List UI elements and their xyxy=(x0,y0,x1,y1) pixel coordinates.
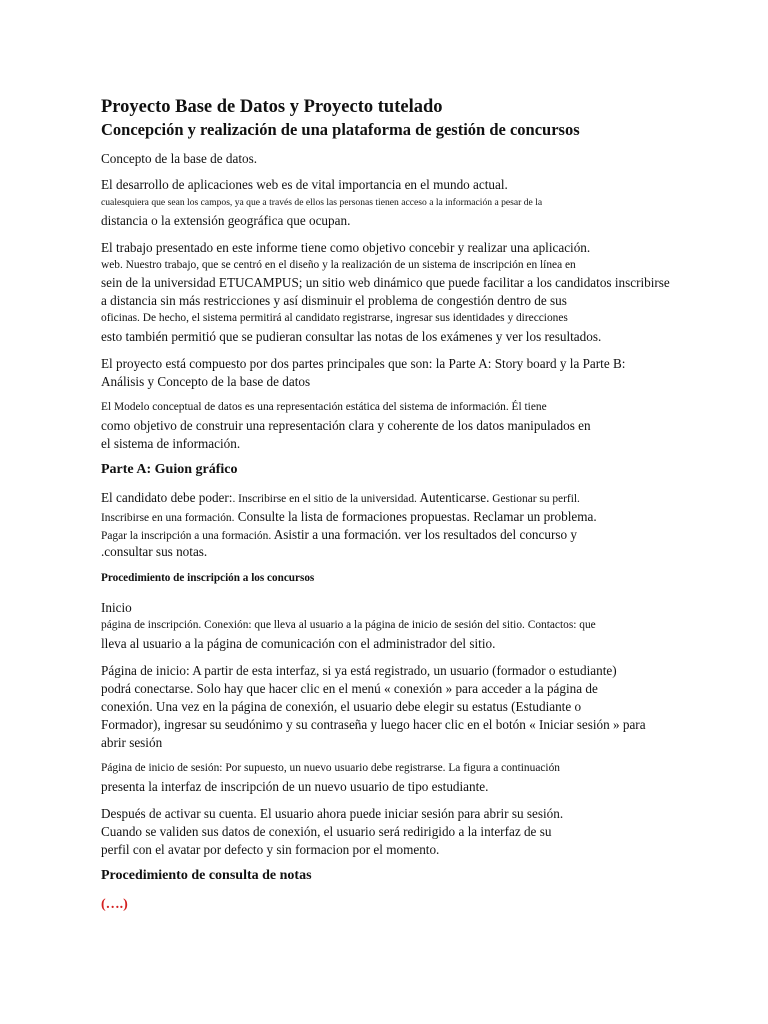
grades-heading: Procedimiento de consulta de notas xyxy=(101,868,312,883)
procedure-p2-line-5: abrir sesión xyxy=(101,735,163,750)
model-line-2: como objetivo de construir una representación clara y coherente de los datos manipulados en xyxy=(101,418,591,433)
intro-line-3: distancia o la extensión geográfica que ocupan. xyxy=(101,213,351,228)
intro-line-2: cualesquiera que sean los campos, ya que a través de ellos las personas tienen acceso a la información a pesar de la xyxy=(101,197,543,208)
part-a-line-3a: Pagar la inscripción a una formación. xyxy=(101,530,272,542)
part-a-line-1b: . Inscribirse en el sitio de la universidad. xyxy=(232,493,417,505)
part-a-line-1 xyxy=(101,489,580,507)
part-a-heading: Parte A: Guion gráfico xyxy=(101,462,238,477)
part-a-line-3b: Asistir a una formación. ver los resultados del concurso y xyxy=(271,527,577,542)
procedure-p3-line-1: Página de inicio de sesión: Por supuesto, un nuevo usuario debe registrarse. La figura a continuación xyxy=(101,762,560,774)
procedure-p1-line-2: lleva al usuario a la página de comunicación con el administrador del sitio. xyxy=(101,636,496,651)
procedure-p2-line-1: Página de inicio: A partir de esta interfaz, si ya está registrado, un usuario (formador o estudiante) xyxy=(101,663,617,678)
procedure-p1-line-1: página de inscripción. Conexión: que lleva al usuario a la página de inicio de sesión del sitio. Contactos: que xyxy=(101,619,596,631)
part-a-line-3 xyxy=(101,526,577,544)
procedure-heading: Procedimiento de inscripción a los concursos xyxy=(101,572,315,584)
doc-title: Proyecto Base de Datos y Proyecto tutelado xyxy=(101,97,443,117)
objective-line-5: oficinas. De hecho, el sistema permitirá al candidato registrarse, ingresar sus identidades y direcciones xyxy=(101,312,568,324)
objective-line-1: El trabajo presentado en este informe tiene como objetivo concebir y realizar una aplicación. xyxy=(101,240,591,255)
procedure-p2-line-2: podrá conectarse. Solo hay que hacer clic en el menú « conexión » para acceder a la página de xyxy=(101,681,598,696)
model-line-3: el sistema de información. xyxy=(101,436,241,451)
composition-line-2: Análisis y Concepto de la base de datos xyxy=(101,374,311,389)
procedure-p2-line-3: conexión. Una vez en la página de conexión, el usuario debe elegir su estatus (Estudiante o xyxy=(101,699,582,714)
part-a-line-2b: Consulte la lista de formaciones propuestas. Reclamar un problema. xyxy=(234,509,597,524)
model-line-1: El Modelo conceptual de datos es una representación estática del sistema de información. Él tiene xyxy=(101,401,547,413)
part-a-line-4: .consultar sus notas. xyxy=(101,544,208,559)
procedure-inicio: Inicio xyxy=(101,600,132,615)
objective-line-2: web. Nuestro trabajo, que se centró en el diseño y la realización de un sistema de inscripción en línea en xyxy=(101,259,576,271)
objective-line-6: esto también permitió que se pudieran consultar las notas de los exámenes y ver los resultados. xyxy=(101,329,602,344)
part-a-line-1d: Gestionar su perfil. xyxy=(489,493,580,505)
part-a-line-2a: Inscribirse en una formación. xyxy=(101,512,235,524)
composition-line-1: El proyecto está compuesto por dos partes principales que son: la Parte A: Story board y la Parte B: xyxy=(101,356,626,371)
part-a-line-2 xyxy=(101,508,597,526)
doc-subtitle: Concepción y realización de una plataforma de gestión de concursos xyxy=(101,120,580,139)
concept-heading: Concepto de la base de datos. xyxy=(101,151,258,166)
intro-line-1: El desarrollo de aplicaciones web es de vital importancia en el mundo actual. xyxy=(101,177,508,192)
procedure-p3-line-2: presenta la interfaz de inscripción de un nuevo usuario de tipo estudiante. xyxy=(101,779,489,794)
procedure-p4-line-1: Después de activar su cuenta. El usuario ahora puede iniciar sesión para abrir su sesión. xyxy=(101,806,564,821)
part-a-line-1a: El candidato debe poder: xyxy=(101,490,233,505)
objective-line-4: a distancia sin más restricciones y así disminuir el problema de congestión dentro de sus xyxy=(101,293,567,308)
procedure-p4-line-2: Cuando se validen sus datos de conexión, el usuario será redirigido a la interfaz de su xyxy=(101,824,552,839)
procedure-p2-line-4: Formador), ingresar su seudónimo y su contraseña y luego hacer clic en el botón « Iniciar sesión » para xyxy=(101,717,646,732)
objective-line-3: sein de la universidad ETUCAMPUS; un sitio web dinámico que puede facilitar a los candidatos inscribirse xyxy=(101,275,670,290)
part-a-line-1c: Autenticarse. xyxy=(416,490,490,505)
procedure-p4-line-3: perfil con el avatar por defecto y sin formacion por el momento. xyxy=(101,842,440,857)
grades-ellipsis: (….) xyxy=(101,897,128,912)
